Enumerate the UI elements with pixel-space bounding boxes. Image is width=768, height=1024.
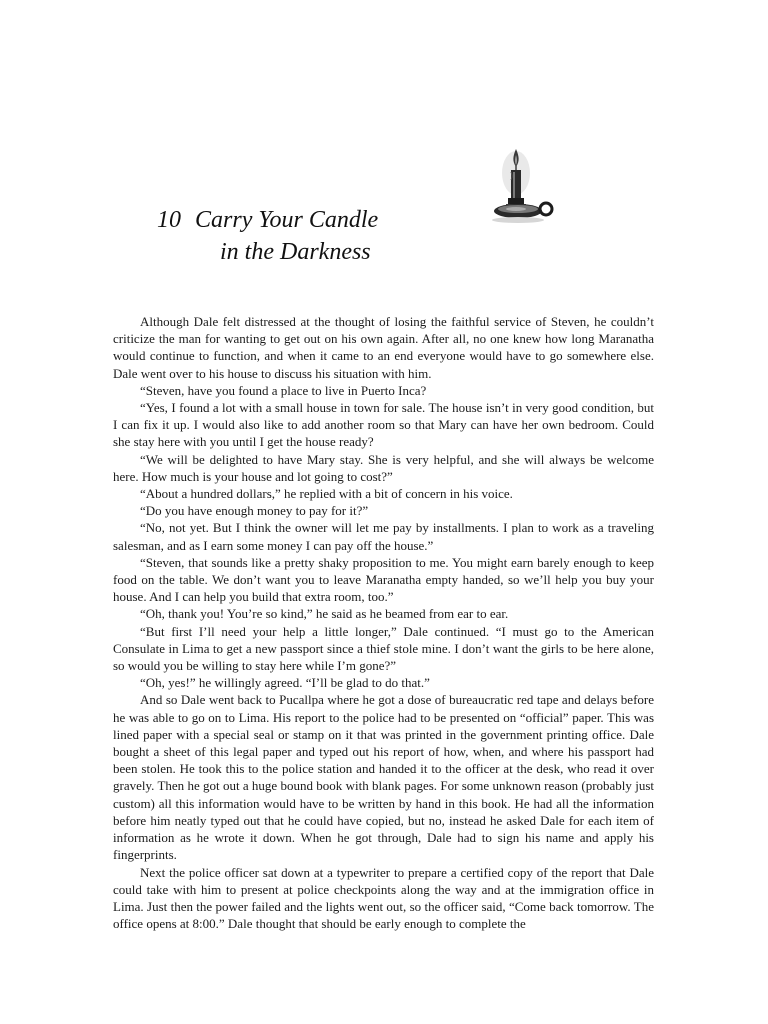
paragraph: “Oh, yes!” he willingly agreed. “I’ll be glad to do that.”: [140, 675, 430, 691]
chapter-body: [113, 313, 654, 932]
paragraph: “Do you have enough money to pay for it?”: [140, 503, 369, 519]
paragraph: “No, not yet. But I think the owner will let me pay by installments. I plan to work as a traveling salesman, and as I earn some money I can pay off the house.”: [113, 520, 654, 553]
paragraph: “About a hundred dollars,” he replied with a bit of concern in his voice.: [140, 486, 513, 502]
paragraph: Next the police officer sat down at a typewriter to prepare a certified copy of the report that Dale could take with him to present at police checkpoints along the way and at the immigration office in Lima. Just then the power failed and the lights went out, so the officer said, “Come back tomorrow. The office opens at 8:00.” Dale thought that should be early enough to complete the: [113, 864, 654, 932]
chapter-heading: [157, 204, 378, 268]
paragraph: “We will be delighted to have Mary stay. She is very helpful, and she will always be welcome here. How much is your house and lot going to cost?”: [113, 451, 654, 484]
chapter-number: 10: [157, 207, 181, 233]
chapter-title-line-1: Carry Your Candle: [195, 207, 379, 233]
paragraph: Although Dale felt distressed at the thought of losing the faithful service of Steven, he couldn’t criticize the man for wanting to get out on his own again. After all, no one knew how long Maranatha would continue to function, and when it came to an end everyone would have to go somewhere else. Dale went over to his house to discuss his situation with him.: [113, 314, 654, 381]
paragraph: “Steven, have you found a place to live in Puerto Inca?: [140, 382, 427, 398]
chapter-heading-line-1: [157, 204, 378, 236]
paragraph: And so Dale went back to Pucallpa where he got a dose of bureaucratic red tape and delays before he was able to go on to Lima. His report to the police had to be presented on “official” paper. This was lined paper with a special seal or stamp on it that was printed in the government printing office. Dale bought a sheet of this legal paper and typed out his report of how, when, and where his passport had been stolen. He took this to the police station and handed it to the officer at the desk, who read it over gravely. Then he got out a huge bound book with blank pages. For some unknown reason (probably just custom) all this information would have to be written by hand in this book. He had all the information before him neatly typed out that he could have copied, but no, instead he asked Dale for each item of information as he wrote it down. When he got through, Dale had to sign his name and apply his fingerprints.: [113, 692, 654, 863]
chapter-title-line-2: in the Darkness: [220, 239, 371, 265]
candle-holder-icon: [486, 143, 556, 229]
paragraph: “Steven, that sounds like a pretty shaky proposition to me. You might earn barely enough to keep food on the table. We don’t want you to leave Maranatha empty handed, so we’ll help you buy your house. And I can help you build that extra room, too.”: [113, 554, 654, 605]
paragraph: “Yes, I found a lot with a small house in town for sale. The house isn’t in very good condition, but I can fix it up. I would also like to add another room so that Mary can have her own bedroom. Could she stay here with you until I get the house ready?: [113, 400, 654, 450]
paragraph: “But first I’ll need your help a little longer,” Dale continued. “I must go to the American Consulate in Lima to get a new passport since a thief stole mine. I don’t want the girls to be here alone, so would you be willing to stay here while I’m gone?”: [113, 623, 654, 674]
paragraph: “Oh, thank you! You’re so kind,” he said as he beamed from ear to ear.: [140, 606, 509, 622]
